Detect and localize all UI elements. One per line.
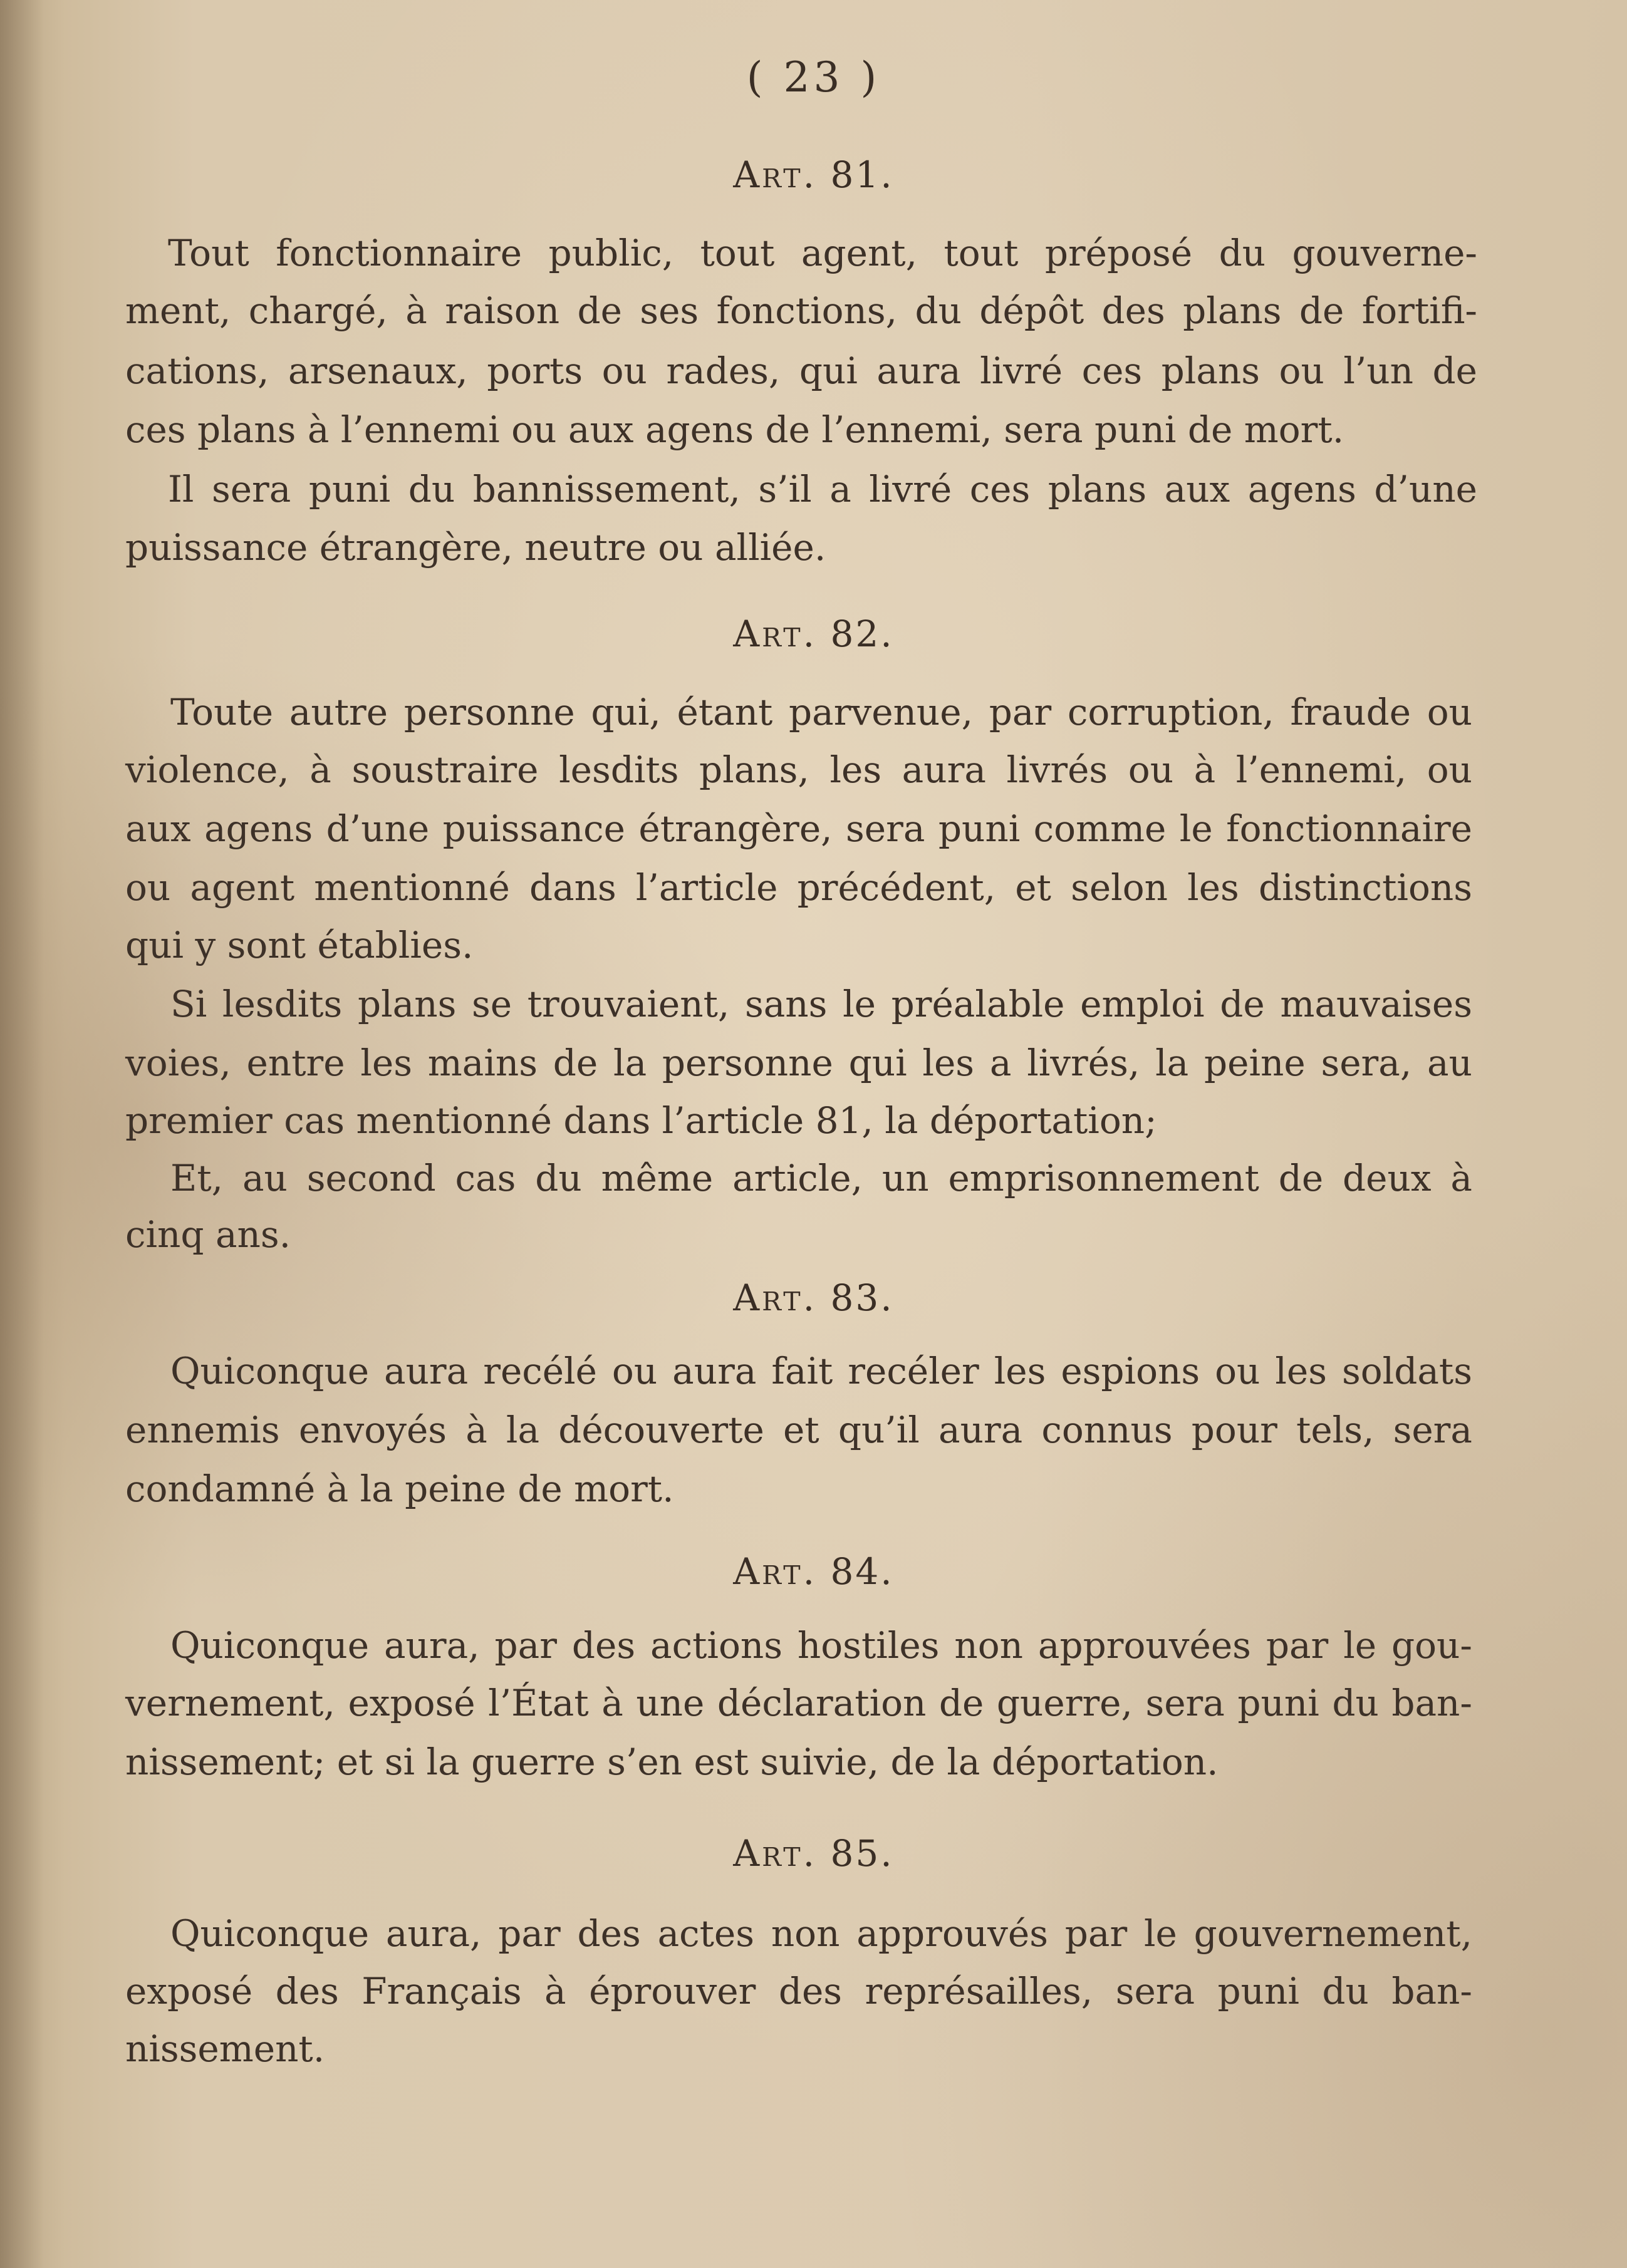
article-81-line-5: Il sera puni du bannissement, s’il a livré ces plans aux agens d’une	[168, 468, 1477, 510]
article-label: Art.	[733, 613, 818, 655]
article-84-line-1: Quiconque aura, par des actions hostiles non approuvées par le gou-	[170, 1624, 1472, 1667]
article-83-line-1: Quiconque aura recélé ou aura fait recéler les espions ou les soldats	[170, 1350, 1472, 1392]
article-84-line-2: vernement, exposé l’État à une déclaration de guerre, sera puni du ban-	[125, 1682, 1472, 1724]
article-82-line-4: ou agent mentionné dans l’article précédent, et selon les distinctions	[125, 866, 1472, 909]
article-83-line-3: condamné à la peine de mort.	[125, 1468, 674, 1510]
article-84-line-3: nissement; et si la guerre s’en est suivie, de la déportation.	[125, 1741, 1219, 1783]
article-label: Art.	[733, 1832, 818, 1875]
article-82-line-10: cinq ans.	[125, 1213, 291, 1256]
article-81-line-2: ment, chargé, à raison de ses fonctions, du dépôt des plans de fortifi-	[125, 289, 1477, 332]
article-heading-84	[0, 1550, 1627, 1593]
article-85-line-1: Quiconque aura, par des actes non approuvés par le gouvernement,	[170, 1912, 1472, 1955]
article-81-line-6: puissance étrangère, neutre ou alliée.	[125, 526, 826, 569]
article-82-line-2: violence, à soustraire lesdits plans, les aura livrés ou à l’ennemi, ou	[125, 748, 1472, 791]
article-heading-83	[0, 1276, 1627, 1319]
article-85-line-2: exposé des Français à éprouver des représailles, sera puni du ban-	[125, 1970, 1472, 2012]
article-number: 81.	[830, 153, 894, 196]
article-82-line-7: voies, entre les mains de la personne qui les a livrés, la peine sera, au	[125, 1042, 1472, 1084]
article-label: Art.	[733, 153, 818, 196]
article-heading-85	[0, 1832, 1627, 1875]
article-82-line-8: premier cas mentionné dans l’article 81, la déportation;	[125, 1099, 1157, 1142]
article-82-line-9: Et, au second cas du même article, un emprisonnement de deux à	[170, 1157, 1472, 1199]
article-number: 84.	[830, 1550, 894, 1593]
article-81-line-4: ces plans à l’ennemi ou aux agens de l’ennemi, sera puni de mort.	[125, 408, 1344, 451]
article-81-line-3: cations, arsenaux, ports ou rades, qui aura livré ces plans ou l’un de	[125, 350, 1477, 392]
article-81-line-1: Tout fonctionnaire public, tout agent, tout préposé du gouverne-	[168, 232, 1477, 274]
article-label: Art.	[733, 1550, 818, 1593]
article-82-line-3: aux agens d’une puissance étrangère, sera puni comme le fonctionnaire	[125, 807, 1472, 850]
article-82-line-6: Si lesdits plans se trouvaient, sans le préalable emploi de mauvaises	[170, 983, 1472, 1025]
article-85-line-3: nissement.	[125, 2027, 325, 2070]
article-heading-81	[0, 153, 1627, 196]
article-number: 82.	[830, 613, 894, 655]
page-number: ( 23 )	[746, 53, 881, 101]
article-label: Art.	[733, 1276, 818, 1319]
article-83-line-2: ennemis envoyés à la découverte et qu’il aura connus pour tels, sera	[125, 1409, 1472, 1451]
article-number: 83.	[830, 1276, 894, 1319]
article-82-line-1: Toute autre personne qui, étant parvenue, par corruption, fraude ou	[170, 691, 1472, 733]
article-82-line-5: qui y sont établies.	[125, 924, 474, 966]
article-heading-82	[0, 613, 1627, 655]
article-number: 85.	[830, 1832, 894, 1875]
